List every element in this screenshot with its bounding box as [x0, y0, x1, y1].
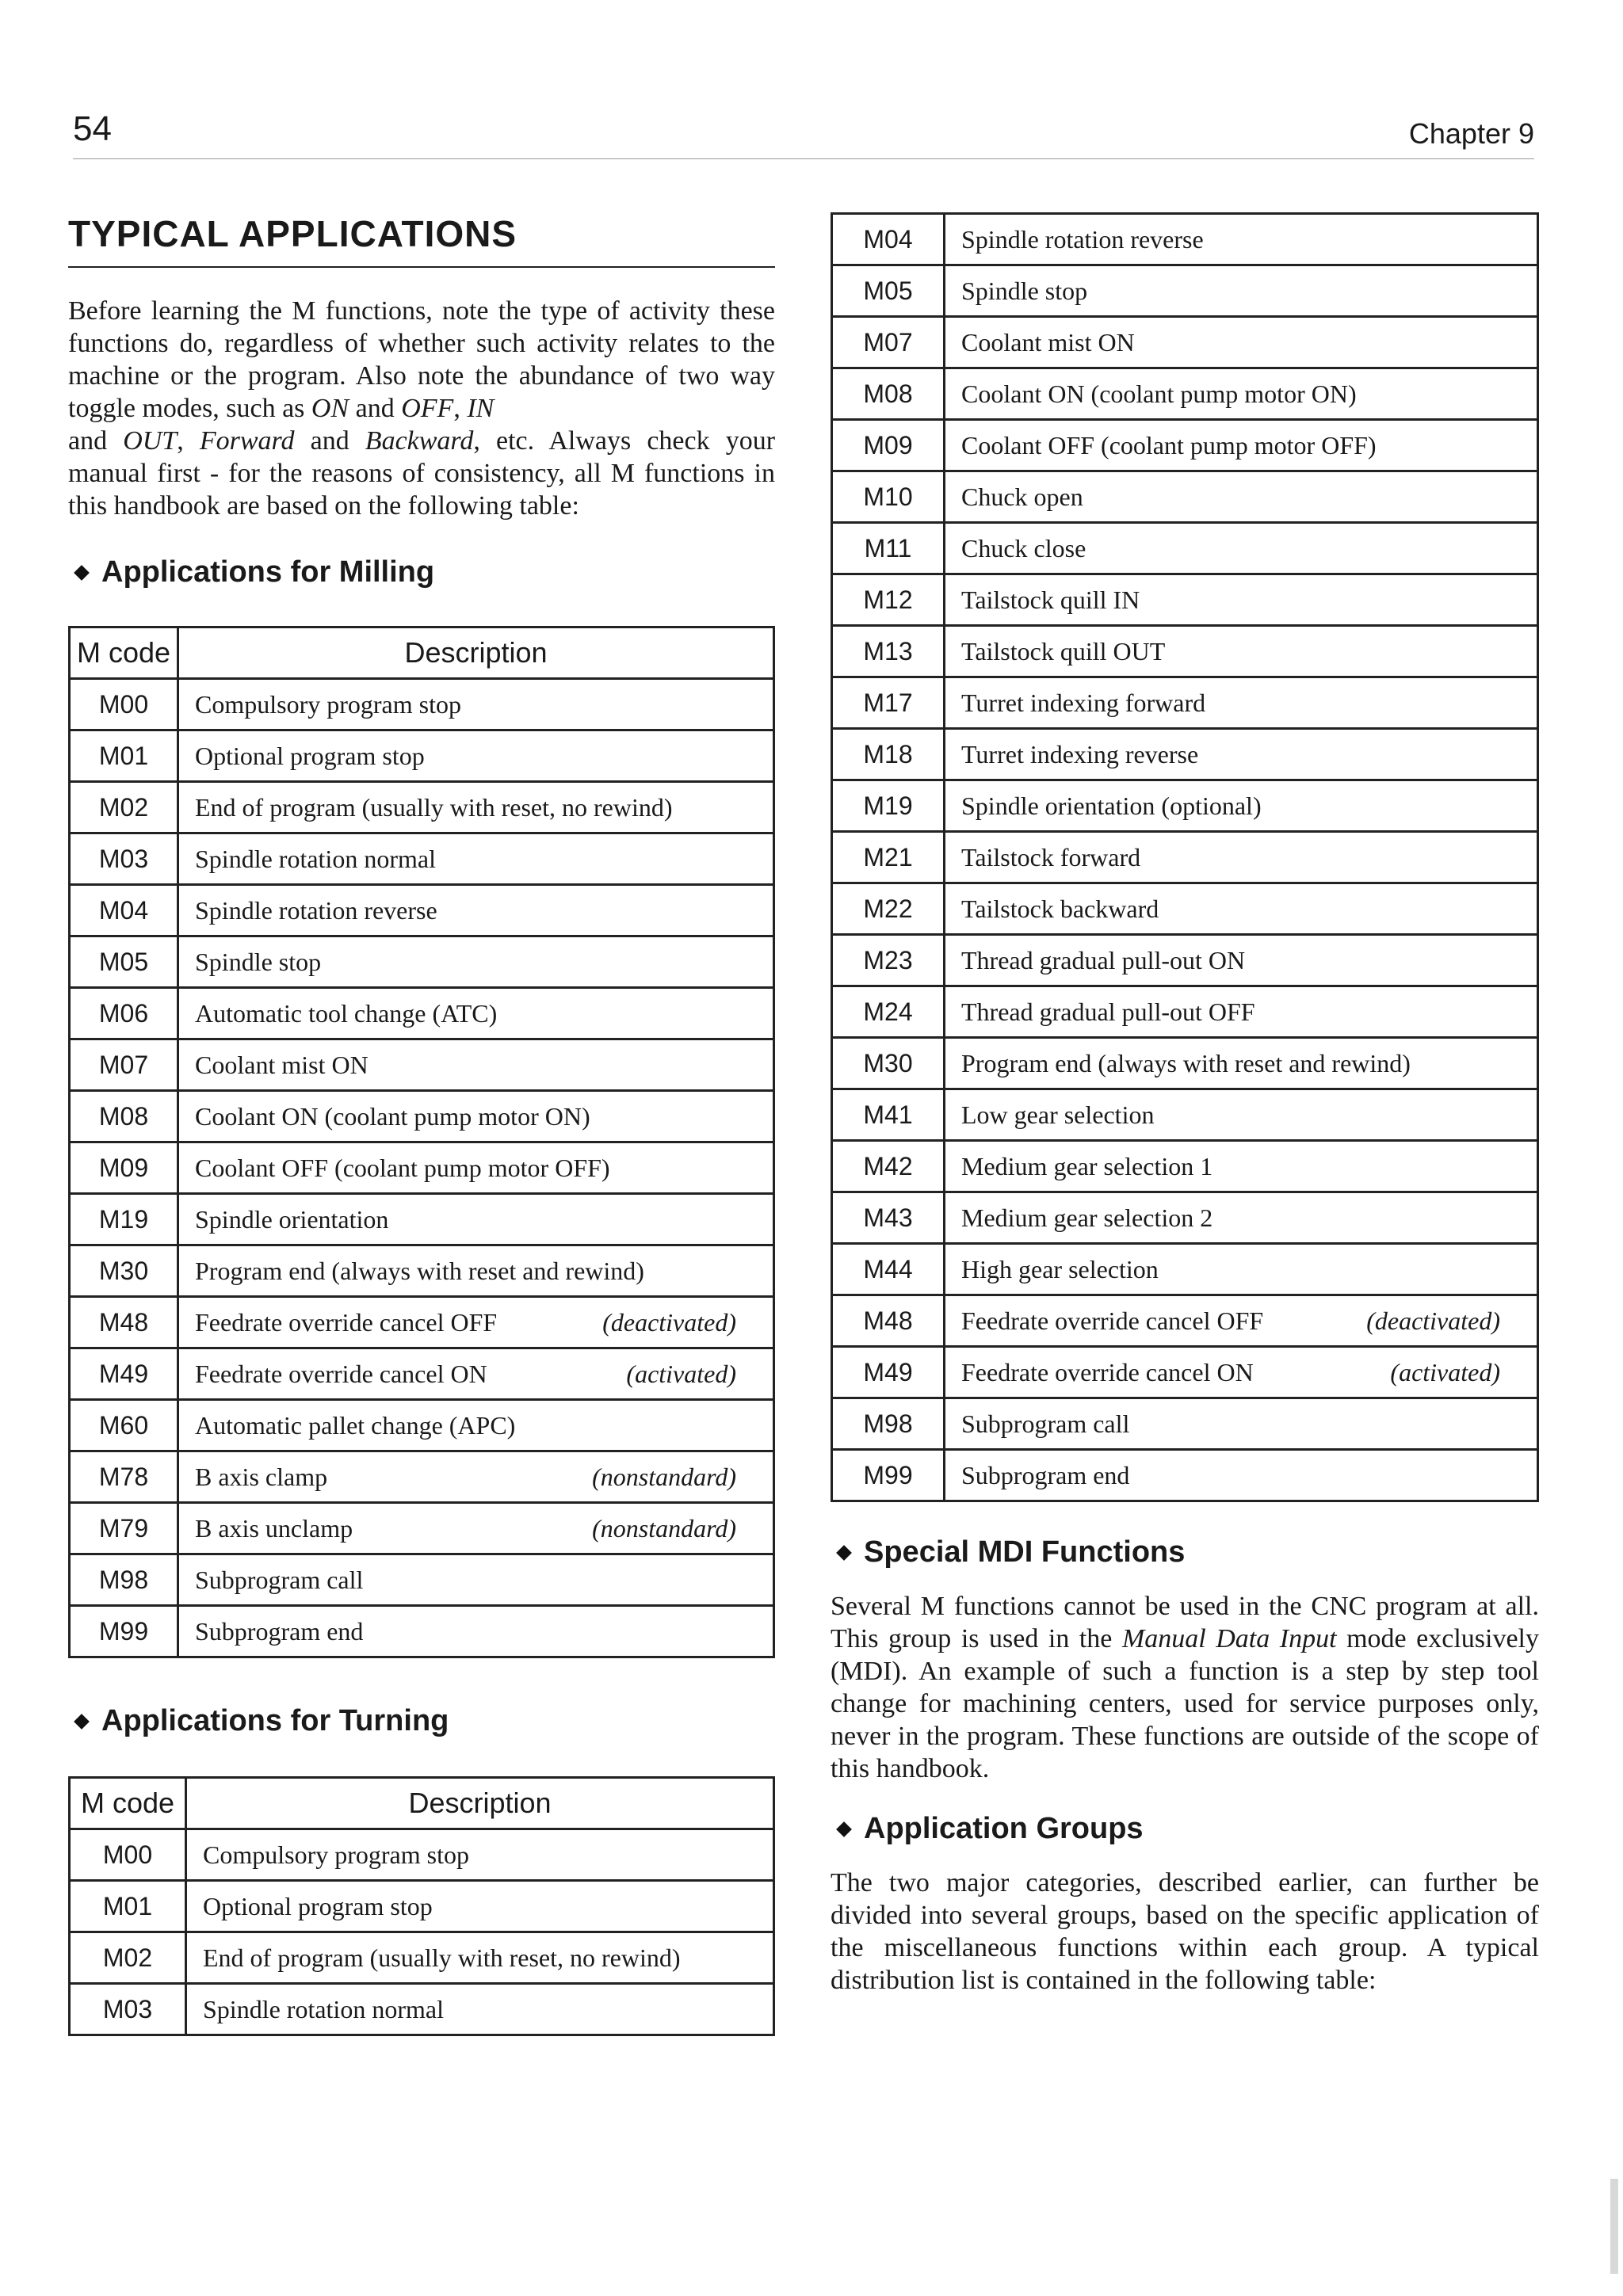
description-text: Subprogram end	[195, 1616, 364, 1646]
m-code-cell: M22	[832, 883, 945, 935]
description-text: End of program (usually with reset, no rewind)	[203, 1943, 681, 1972]
m-code-cell: M18	[832, 729, 945, 780]
description-text: Chuck open	[961, 482, 1083, 511]
description-cell	[186, 1932, 774, 1984]
m-code-cell: M08	[70, 1091, 178, 1142]
special-mdi-heading: Special MDI Functions	[831, 1535, 1539, 1569]
m-code-cell: M60	[70, 1400, 178, 1451]
description-cell	[945, 1347, 1538, 1398]
description-text: Compulsory program stop	[203, 1840, 469, 1869]
description-text: B axis clamp	[195, 1462, 328, 1491]
description-cell	[945, 471, 1538, 523]
m-code-cell: M98	[70, 1554, 178, 1606]
description-cell	[178, 833, 774, 885]
milling-heading: Applications for Milling	[68, 555, 775, 589]
description-cell	[945, 1089, 1538, 1141]
table-row	[70, 1400, 774, 1451]
description-text: Spindle rotation normal	[203, 1994, 444, 2023]
description-text: Spindle orientation (optional)	[961, 791, 1262, 820]
description-text: Spindle stop	[195, 947, 322, 976]
description-text: Spindle rotation reverse	[195, 895, 437, 925]
m-code-cell: M30	[832, 1038, 945, 1089]
m-code-cell: M19	[832, 780, 945, 832]
m-code-cell: M03	[70, 1984, 186, 2035]
milling-table-body	[70, 679, 774, 1657]
description-text: Coolant mist ON	[961, 327, 1135, 357]
m-code-cell: M49	[70, 1348, 178, 1400]
m-code-cell: M09	[70, 1142, 178, 1194]
description-cell	[945, 677, 1538, 729]
table-row	[70, 1348, 774, 1400]
description-cell	[178, 1554, 774, 1606]
description-text: Turret indexing forward	[961, 688, 1206, 717]
turning-table-continued	[831, 212, 1539, 1502]
table-row	[832, 677, 1538, 729]
description-cell	[945, 780, 1538, 832]
description-cell	[178, 782, 774, 833]
header-rule	[73, 158, 1534, 159]
description-cell	[178, 1606, 774, 1657]
description-cell	[945, 523, 1538, 574]
m-code-cell: M41	[832, 1089, 945, 1141]
table-row	[70, 936, 774, 988]
table-row	[832, 574, 1538, 626]
m-code-cell: M30	[70, 1245, 178, 1297]
description-note: (activated)	[1390, 1357, 1500, 1386]
description-text: Feedrate override cancel ON	[961, 1357, 1254, 1386]
description-cell	[945, 1244, 1538, 1295]
left-column	[68, 212, 775, 2036]
description-text: B axis unclamp	[195, 1513, 353, 1543]
table-row	[832, 214, 1538, 265]
description-cell	[186, 1881, 774, 1932]
description-text: Chuck close	[961, 533, 1086, 563]
table-row	[70, 1245, 774, 1297]
description-text: Tailstock backward	[961, 894, 1159, 923]
description-note: (deactivated)	[1366, 1306, 1500, 1335]
description-text: Coolant mist ON	[195, 1050, 369, 1079]
m-code-cell: M78	[70, 1451, 178, 1503]
description-text: Program end (always with reset and rewind)	[195, 1256, 644, 1285]
description-note: (nonstandard)	[592, 1462, 736, 1491]
m-code-cell: M01	[70, 1881, 186, 1932]
table-row	[832, 420, 1538, 471]
description-text: Subprogram call	[195, 1565, 364, 1594]
table-row	[832, 1398, 1538, 1450]
m-code-cell: M48	[70, 1297, 178, 1348]
description-cell	[945, 265, 1538, 317]
m-code-cell: M10	[832, 471, 945, 523]
description-text: Coolant OFF (coolant pump motor OFF)	[961, 430, 1377, 460]
table-row	[832, 523, 1538, 574]
description-text: Thread gradual pull-out ON	[961, 945, 1246, 974]
table-row	[70, 1039, 774, 1091]
description-cell	[945, 368, 1538, 420]
description-text: Automatic pallet change (APC)	[195, 1410, 516, 1440]
table-row	[70, 1829, 774, 1881]
table-row	[70, 1554, 774, 1606]
table-row	[70, 988, 774, 1039]
description-text: Tailstock quill IN	[961, 585, 1140, 614]
description-cell	[178, 1091, 774, 1142]
column-header-description: Description	[178, 627, 774, 679]
section-title: TYPICAL APPLICATIONS	[68, 212, 775, 268]
table-row	[832, 1295, 1538, 1347]
table-row	[70, 1881, 774, 1932]
description-text: Low gear selection	[961, 1100, 1155, 1129]
diamond-bullet-icon	[836, 1821, 852, 1837]
turning-heading: Applications for Turning	[68, 1704, 775, 1738]
description-cell	[945, 214, 1538, 265]
column-header-code: M code	[70, 627, 178, 679]
table-row	[70, 833, 774, 885]
description-text: Coolant ON (coolant pump motor ON)	[961, 379, 1357, 408]
description-text: Optional program stop	[203, 1891, 433, 1920]
description-text: Medium gear selection 1	[961, 1151, 1213, 1180]
description-cell	[945, 420, 1538, 471]
m-code-cell: M09	[832, 420, 945, 471]
table-header-row	[70, 1778, 774, 1829]
description-text: Optional program stop	[195, 741, 425, 770]
chapter-label: Chapter 9	[1408, 117, 1534, 150]
description-cell	[945, 626, 1538, 677]
m-code-cell: M04	[70, 885, 178, 936]
description-text: Medium gear selection 2	[961, 1203, 1213, 1232]
description-cell	[178, 1348, 774, 1400]
m-code-cell: M01	[70, 730, 178, 782]
table-row	[832, 986, 1538, 1038]
m-code-cell: M43	[832, 1192, 945, 1244]
table-row	[70, 885, 774, 936]
turning-table-body	[70, 1829, 774, 2035]
description-cell	[945, 986, 1538, 1038]
table-row	[832, 729, 1538, 780]
m-code-cell: M07	[70, 1039, 178, 1091]
description-text: End of program (usually with reset, no rewind)	[195, 792, 673, 822]
m-code-cell: M11	[832, 523, 945, 574]
description-text: Subprogram call	[961, 1409, 1130, 1438]
description-note: (nonstandard)	[592, 1513, 736, 1543]
diamond-bullet-icon	[836, 1545, 852, 1561]
table-row	[70, 1091, 774, 1142]
application-groups-heading: Application Groups	[831, 1812, 1539, 1846]
description-note: (deactivated)	[602, 1307, 736, 1337]
description-cell	[945, 1450, 1538, 1501]
table-row	[832, 883, 1538, 935]
description-cell	[945, 1295, 1538, 1347]
description-cell	[945, 574, 1538, 626]
table-row	[70, 730, 774, 782]
table-row	[70, 1297, 774, 1348]
m-code-cell: M08	[832, 368, 945, 420]
table-row	[832, 626, 1538, 677]
m-code-cell: M12	[832, 574, 945, 626]
table-row	[70, 1932, 774, 1984]
table-row	[832, 1192, 1538, 1244]
m-code-cell: M04	[832, 214, 945, 265]
description-cell	[945, 832, 1538, 883]
description-cell	[186, 1984, 774, 2035]
description-text: Subprogram end	[961, 1460, 1130, 1489]
m-code-cell: M02	[70, 782, 178, 833]
table-row	[70, 782, 774, 833]
table-row	[832, 1347, 1538, 1398]
description-cell	[178, 679, 774, 730]
description-text: Feedrate override cancel ON	[195, 1359, 487, 1388]
m-code-cell: M19	[70, 1194, 178, 1245]
description-cell	[178, 1039, 774, 1091]
table-row	[832, 935, 1538, 986]
description-text: Spindle orientation	[195, 1204, 389, 1234]
description-text: Tailstock quill OUT	[961, 636, 1166, 666]
m-code-cell: M44	[832, 1244, 945, 1295]
description-text: Spindle rotation reverse	[961, 224, 1204, 254]
table-row	[70, 1984, 774, 2035]
table-row	[70, 1503, 774, 1554]
description-cell	[945, 1192, 1538, 1244]
m-code-cell: M23	[832, 935, 945, 986]
m-code-cell: M06	[70, 988, 178, 1039]
description-text: Automatic tool change (ATC)	[195, 998, 498, 1028]
m-code-cell: M07	[832, 317, 945, 368]
m-code-cell: M21	[832, 832, 945, 883]
description-cell	[945, 1398, 1538, 1450]
m-code-cell: M03	[70, 833, 178, 885]
description-text: Tailstock forward	[961, 842, 1141, 871]
m-code-cell: M48	[832, 1295, 945, 1347]
description-cell	[178, 1142, 774, 1194]
page-number: 54	[73, 109, 112, 148]
description-cell	[178, 1245, 774, 1297]
description-note: (activated)	[626, 1359, 736, 1388]
description-cell	[178, 1503, 774, 1554]
table-row	[832, 780, 1538, 832]
m-code-cell: M00	[70, 1829, 186, 1881]
table-header-row	[70, 627, 774, 679]
table-row	[70, 1606, 774, 1657]
table-row	[832, 368, 1538, 420]
description-text: Coolant ON (coolant pump motor ON)	[195, 1101, 590, 1131]
description-cell	[945, 1038, 1538, 1089]
table-row	[832, 471, 1538, 523]
diamond-bullet-icon	[74, 565, 90, 581]
description-cell	[178, 1194, 774, 1245]
description-cell	[178, 1451, 774, 1503]
description-cell	[178, 885, 774, 936]
m-code-cell: M99	[70, 1606, 178, 1657]
table-row	[832, 1038, 1538, 1089]
table-row	[832, 1244, 1538, 1295]
description-cell	[178, 988, 774, 1039]
m-code-cell: M49	[832, 1347, 945, 1398]
description-text: Coolant OFF (coolant pump motor OFF)	[195, 1153, 610, 1182]
description-text: Feedrate override cancel OFF	[195, 1307, 498, 1337]
description-cell	[945, 883, 1538, 935]
turning-table	[68, 1776, 775, 2036]
intro-paragraph: Before learning the M functions, note the type of activity these functions do, regardless of whether such activity relates to the machine or the program. Also note the abundance of two way toggle modes, such as ON and OFF, IN and OUT, Forward and Backward, etc. Always check your manual first - for the reasons of consistency, all M functions in this handbook are based on the following table:	[68, 296, 776, 521]
description-text: High gear selection	[961, 1254, 1159, 1283]
m-code-cell: M98	[832, 1398, 945, 1450]
description-text: Thread gradual pull-out OFF	[961, 997, 1255, 1026]
m-code-cell: M24	[832, 986, 945, 1038]
turning-table-continued-body	[832, 214, 1538, 1501]
description-text: Spindle stop	[961, 276, 1088, 305]
special-mdi-paragraph: Several M functions cannot be used in the CNC program at all. This group is used in the Manual Data Input mode exclusively (MDI). An example of such a function is a step by step tool change for machining centers, used for service purposes only, never in the program. These functions are outside of the scope of this handbook.	[831, 1592, 1539, 1783]
table-row	[832, 265, 1538, 317]
description-cell	[178, 730, 774, 782]
table-row	[70, 1142, 774, 1194]
table-row	[832, 1089, 1538, 1141]
description-text: Compulsory program stop	[195, 689, 461, 719]
table-row	[832, 317, 1538, 368]
description-cell	[186, 1829, 774, 1881]
m-code-cell: M99	[832, 1450, 945, 1501]
description-cell	[945, 935, 1538, 986]
description-text: Spindle rotation normal	[195, 844, 436, 873]
scan-edge-mark	[1610, 2179, 1618, 2274]
table-row	[832, 1141, 1538, 1192]
m-code-cell: M05	[832, 265, 945, 317]
description-text: Program end (always with reset and rewind)	[961, 1048, 1411, 1077]
table-row	[70, 1194, 774, 1245]
m-code-cell: M05	[70, 936, 178, 988]
description-cell	[945, 317, 1538, 368]
m-code-cell: M00	[70, 679, 178, 730]
description-cell	[178, 936, 774, 988]
application-groups-paragraph: The two major categories, described earlier, can further be divided into several groups, based on the specific application of the miscellaneous functions within each group. A typical distribution list is contained in the following table:	[831, 1868, 1539, 1995]
right-column	[831, 212, 1539, 1997]
table-row	[832, 1450, 1538, 1501]
diamond-bullet-icon	[74, 1714, 90, 1730]
description-cell	[178, 1297, 774, 1348]
description-cell	[945, 729, 1538, 780]
m-code-cell: M79	[70, 1503, 178, 1554]
column-header-code: M code	[70, 1778, 186, 1829]
m-code-cell: M13	[832, 626, 945, 677]
m-code-cell: M42	[832, 1141, 945, 1192]
description-cell	[178, 1400, 774, 1451]
table-row	[70, 1451, 774, 1503]
description-cell	[945, 1141, 1538, 1192]
table-row	[70, 679, 774, 730]
m-code-cell: M02	[70, 1932, 186, 1984]
milling-table	[68, 626, 775, 1658]
m-code-cell: M17	[832, 677, 945, 729]
table-row	[832, 832, 1538, 883]
description-text: Feedrate override cancel OFF	[961, 1306, 1264, 1335]
description-text: Turret indexing reverse	[961, 739, 1199, 769]
column-header-description: Description	[186, 1778, 774, 1829]
